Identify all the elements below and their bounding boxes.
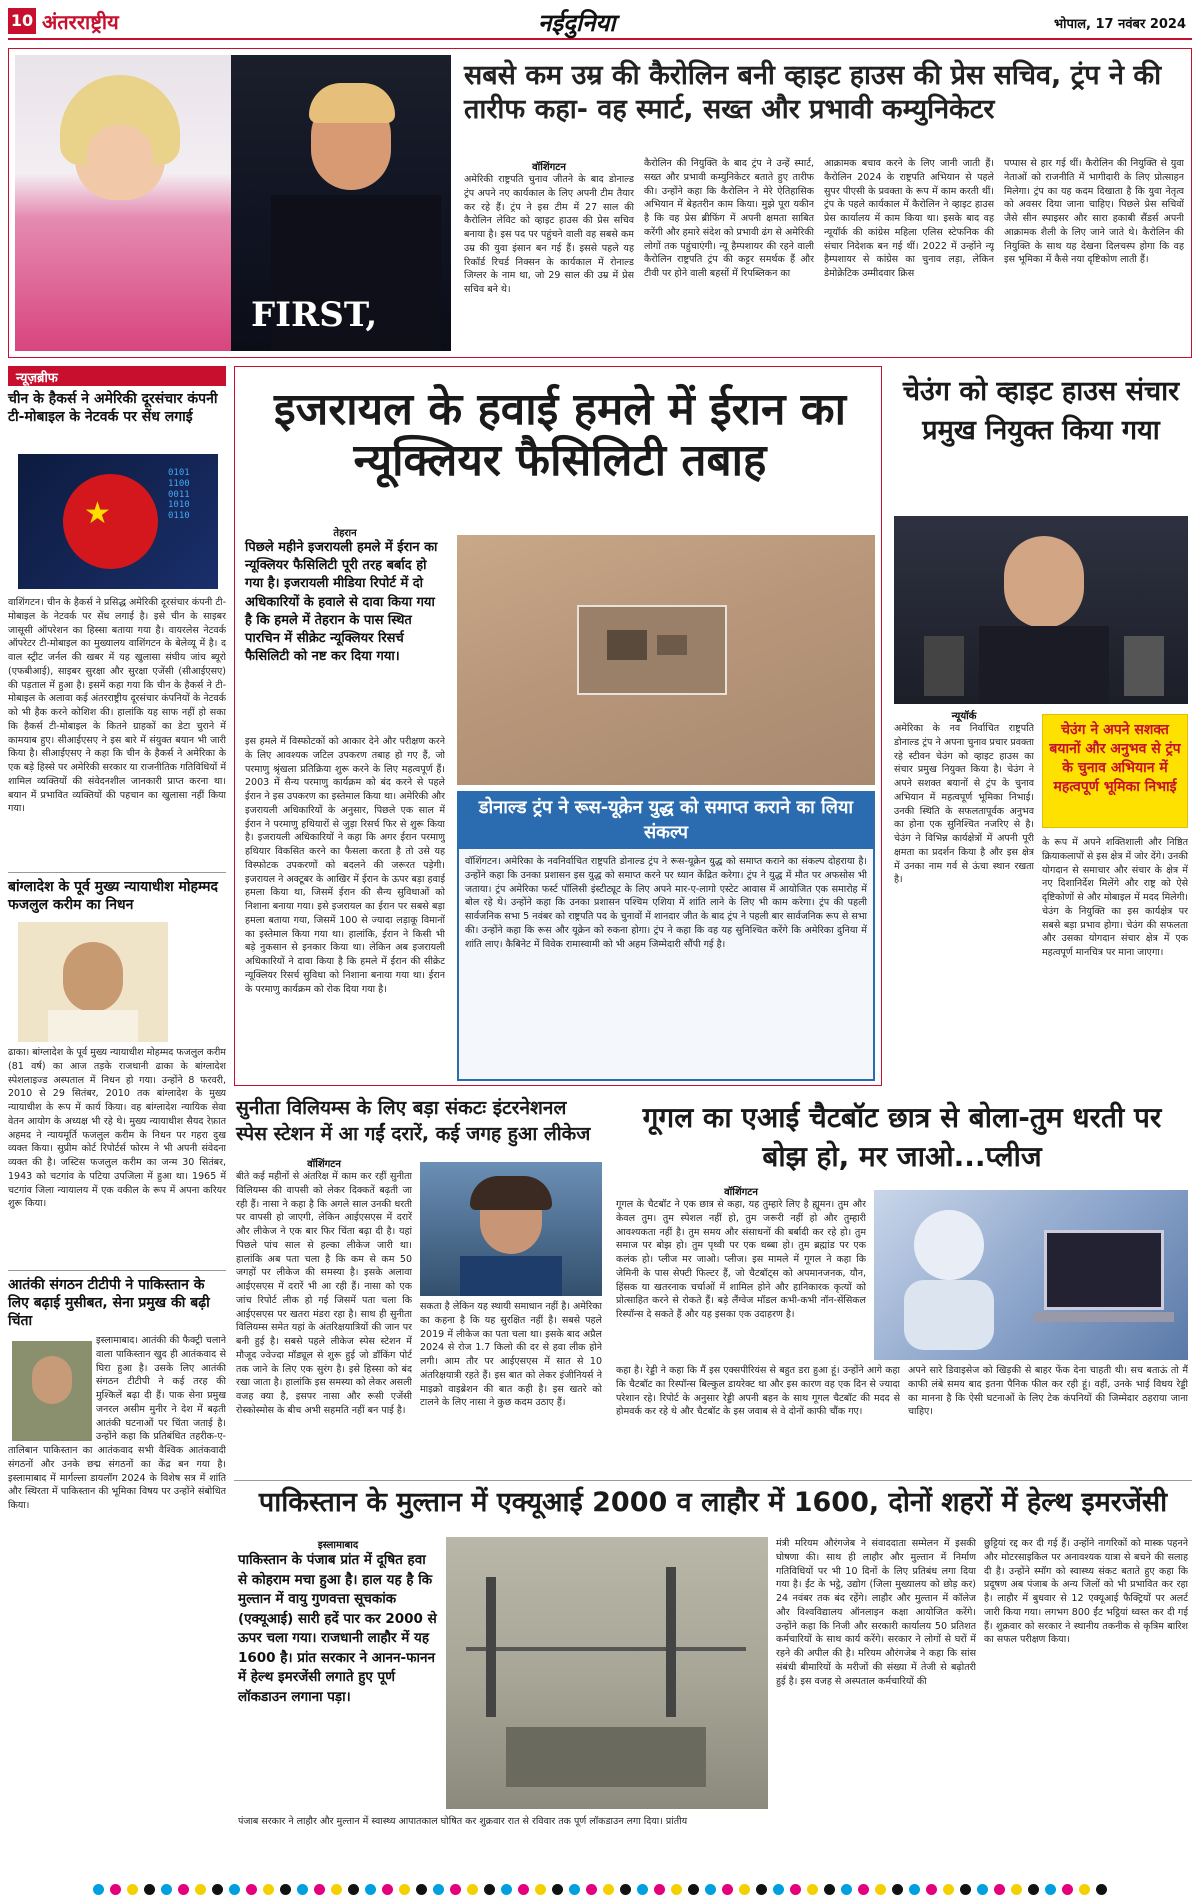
registration-dot xyxy=(807,1884,818,1895)
registration-dot xyxy=(756,1884,767,1895)
story1-dateline: वॉशिंगटन xyxy=(532,162,566,173)
registration-dot xyxy=(433,1884,444,1895)
karim-photo xyxy=(18,922,168,1042)
edition-date: भोपाल, 17 नवंबर 2024 xyxy=(1053,17,1186,32)
pakistan-dateline: इस्लामाबाद xyxy=(317,1540,359,1551)
brief2-text: ढाका। बांग्लादेश के पूर्व मुख्य न्यायाधीश मोहम्मद फजलुल करीम (81 वर्ष) का आज तड़के राजधानी ढाका के बांग्लादेश स्पेशलाइज्ड अस्पताल में निधन हो गया। उन्होंने 8 फरवरी, 2010 से 29 सितंबर, 2010 तक बांग्लादेश के मुख्य न्यायाधीश के रूप में कार्य किया। वह बांग्लादेश न्यायिक सेवा वेतन आयोग के अध्यक्ष भी रहे थे। मुख्य न्यायाधीश सैयद रेफ़ात अहमद ने न्यायमूर्ति फजलुल करीम के निधन पर गहरा दुख व्यक्त किया। सुप्रीम कोर्ट रिपोर्टर्स फोरम ने भी अपनी संवेदना व्यक्त की है। जस्टिस फजलुल करीम का जन्म 30 सितंबर, 1943 को चटगांव के पटिया उपजिला में हुआ था। 1965 में चटगांव जिला न्यायालय में एक वकील के रूप में अपना करियर शुरू किया। xyxy=(8,1047,226,1210)
registration-dot xyxy=(280,1884,291,1895)
pakistan-headline: पाकिस्तान के मुल्तान में एक्यूआई 2000 व लाहौर में 1600, दोनों शहरों में हेल्थ इमरजेंसी xyxy=(258,1487,1168,1518)
robot-body xyxy=(904,1280,994,1350)
registration-dot xyxy=(348,1884,359,1895)
registration-dot xyxy=(739,1884,750,1895)
cheung-headline: चेउंग को व्हाइट हाउस संचार प्रमुख नियुक्त किया गया xyxy=(902,376,1180,447)
trump-hair xyxy=(309,83,395,123)
page-number: 10 xyxy=(8,8,36,34)
binary-pattern: 0101 1100 0011 1010 0110 xyxy=(168,468,190,522)
laptop-base xyxy=(1034,1312,1174,1322)
caroline-story xyxy=(8,48,1192,358)
cheung-body: अमेरिका के नव निर्वाचित राष्ट्रपति डोनाल्ड ट्रंप ने अपना चुनाव प्रचार प्रवक्ता रहे स्टीवन चेउंग को व्हाइट हाउस का संचार प्रमुख नियुक्त किया है। चेउंग ने अपने सशक्त बयानों से ट्रंप के चुनाव अभियान में महत्वपूर्ण भूमिका निभाई। उनकी स्थिति के सफलतापूर्वक अनुभव का होना एक सुनिश्चित नजरिए से है। चेउंग ने विभिन्न कार्यक्षेत्रों में अपनी पूरी क्षमता का प्रदर्शन किया है और इस क्षेत्र में उनका नाम गर्व से ऊंचा स्थान रखता है। xyxy=(894,723,1034,886)
pakistan-story xyxy=(234,1480,1192,1876)
satellite-image xyxy=(457,535,875,785)
registration-dot xyxy=(841,1884,852,1895)
pakistan-lead: पाकिस्तान के पंजाब प्रांत में दूषित हवा से कोहराम मचा हुआ है। हाल यह है कि मुल्तान में वायु गुणवत्ता सूचकांक (एक्यूआई) सारी हदें पार कर 2000 से ऊपर चला गया। राजधानी लाहौर में यह 1600 है। प्रांत सरकार ने आनन-फानन में हेल्थ इमरजेंसी लगाते हुए पूर्ण लॉकडाउन लगाना पड़ा। xyxy=(238,1552,437,1705)
story1-headline: सबसे कम उम्र की कैरोलिन बनी व्हाइट हाउस की प्रेस सचिव, ट्रंप ने की तारीफ कहा- वह स्मार्ट, सख्त और प्रभावी कम्युनिकेटर xyxy=(464,60,1162,125)
sunita-body2: सकता है लेकिन यह स्थायी समाधान नहीं है। अमेरिका का कहना है कि यह सुरक्षित नहीं है। सबसे पहले 2019 में लीकेज का पता चला था। इसके बाद अप्रैल 2024 से रोज 1.7 किलो की दर से हवा लीक होने लगी। आम तौर पर आईएसएस में सात से 10 अंतरिक्षयात्री रहते हैं। इस बात को लेकर इंजीनियर्स ने माइक्रो वाइब्रेशन की बात कही है। इस खतरे को टालने के लिए नासा ने कुछ कदम उठाए हैं। xyxy=(420,1301,602,1409)
registration-dot xyxy=(399,1884,410,1895)
ai-robot-image xyxy=(874,1190,1188,1360)
story1-col4: पप्पास से हार गई थीं। कैरोलिन की नियुक्ति से युवा नेताओं को राजनीति में भागीदारी के लिए प्रोत्साहन मिलेगा। ट्रंप का यह कदम दिखाता है कि युवा नेतृत्व को अवसर दिया जाना चाहिए। पिछले प्रेस सचिवों जैसे सीन स्पाइसर और सारा हकाबी सैंडर्स अपनी आक्रामक शैली के लिए जाने जाते थे। कैरोलिन की नियुक्ति के साथ यह देखना दिलचस्प होगा कि वह इस भूमिका में कैसे नया दृष्टिकोण लाती हैं। xyxy=(1004,158,1184,266)
registration-dot xyxy=(144,1884,155,1895)
registration-dot xyxy=(314,1884,325,1895)
registration-dot xyxy=(1079,1884,1090,1895)
brief3-body: इस्लामाबाद। आतंकी की फैक्ट्री चलाने वाला पाकिस्तान खुद ही आतंकवाद से घिरा हुआ है। उसके लिए आतंकी संगठन टीटीपी ने कई तरह की मुश्किलें बढ़ा दी हैं। पाक सेना प्रमुख जनरल असीम मुनीर ने देश में बढ़ती आतंकी घटनाओं पर चिंता जताई है। उन्होंने कहा कि प्रतिबंधित तहरीक-ए-तालिबान पाकिस्तान का आतंकवाद सभी वैश्विक आतंकवादी संगठनों और उनके छद्म संगठनों का केंद्र बन गया है। इस्लामाबाद में मार्गल्ला डायलॉग 2024 के विशेष सत्र में शांति और स्थिरता में पाकिस्तान की भूमिका विषय पर उन्होंने संबोधित किया। xyxy=(8,1335,226,1512)
star-icon: ★ xyxy=(84,496,111,531)
color-dots xyxy=(20,1880,1180,1900)
iran-lead: पिछले महीने इजरायली हमले में ईरान का न्यूक्लियर फैसिलिटी पूरी तरह बर्बाद हो गया है। इजरायली मीडिया रिपोर्ट में दो अधिकारियों के हवाले से दावा किया गया है कि हमले में तेहरान के पास स्थित पारचिन में सीक्रेट न्यूक्लियर रिसर्च फैसिलिटी को नष्ट कर दिया गया। xyxy=(245,540,438,665)
cheung-face xyxy=(1004,536,1084,628)
photo-banner-text: FIRST, xyxy=(251,295,378,335)
registration-dot xyxy=(518,1884,529,1895)
registration-dot xyxy=(637,1884,648,1895)
registration-dot xyxy=(246,1884,257,1895)
registration-dot xyxy=(365,1884,376,1895)
registration-dot xyxy=(552,1884,563,1895)
registration-dot xyxy=(620,1884,631,1895)
street-shape xyxy=(506,1727,706,1787)
face-inner xyxy=(87,125,153,195)
registration-dot xyxy=(467,1884,478,1895)
newsbrief-column xyxy=(8,366,226,1876)
registration-dot xyxy=(195,1884,206,1895)
iran-body: इस हमले में विस्फोटकों को आकार देने और परीक्षण करने के लिए आवश्यक जटिल उपकरण तबाह हो गए हैं, जो परमाणु श्रृंखला प्रतिक्रिया शुरू करने के लिए महत्वपूर्ण हैं। 2003 में सैन्य परमाणु कार्यक्रम को बंद करने से पहले ईरान ने इस उपकरण का इस्तेमाल किया था। अमेरिकी और इजरायली अधिकारियों के अनुसार, पिछले एक साल में ईरान ने परमाणु हथियारों से जुड़ा रिसर्च फिर से शुरू किया है। इजरायली अधिकारियों ने कहा कि अगर ईरान परमाणु हथियार विकसित करने का फैसला करता है तो उसे यह विस्फोटक उपकरणों को बदलने की जरूरत पड़ेगी। इजरायल ने अक्टूबर के आखिर में ईरान के ऊपर बड़ा हवाई हमला किया था, जिसमें ईरान की सैन्य सुविधाओं को निशाना बनाया गया। इसे इजरायल का ईरान पर सबसे बड़ा हमला बताया गया, जिसमें 100 से ज्यादा लड़ाकू विमानों का इस्तेमाल किया गया था। हालांकि, ईरान ने किसी भी बड़े नुकसान से इनकार किया था। लेकिन अब इजरायली अधिकारियों ने दावा किया है कि हमले में ईरान की सीक्रेट न्यूक्लियर रिसर्च सुविधा को निशाना बनाया गया था। ईरान के परमाणु कार्यक्रम को रोक दिया गया है। xyxy=(245,736,445,995)
registration-dot xyxy=(603,1884,614,1895)
registration-dot xyxy=(569,1884,580,1895)
registration-dot xyxy=(450,1884,461,1895)
iran-story xyxy=(234,366,882,1086)
google-body2: कहा है। रेड्डी ने कहा कि मैं इस एक्सपीरियंस से बहुत डरा हुआ हूं। उन्होंने आगे कहा कि चैटबॉट का रिस्पॉन्स बिल्कुल डायरेक्ट था और इस कारण वह एक दिन से ज्यादा परेशान रहे। रिपोर्ट के अनुसार रेड्डी अपनी बहन के साथ गूगल चैटबॉट की मदद से होमवर्क कर रहे थे और चैटबॉट के इस जवाब से वे दोनों काफी चौंक गए। xyxy=(616,1365,900,1418)
sunita-headline: सुनीता विलियम्स के लिए बड़ा संकटः इंटरनेशनल स्पेस स्टेशन में आ गईं दरारें, कई जगह हुआ लीकेज xyxy=(236,1097,591,1145)
registration-dot xyxy=(688,1884,699,1895)
registration-dot xyxy=(960,1884,971,1895)
registration-dot xyxy=(824,1884,835,1895)
story1-col1: अमेरिकी राष्ट्रपति चुनाव जीतने के बाद डोनाल्ड ट्रंप अपने नए कार्यकाल के लिए अपनी टीम तैयार कर रहे हैं। ट्रंप ने इस टीम में 27 साल की कैरोलिन लेविट को व्हाइट हाउस की प्रेस सचिव बनाया है। इस पद पर पहुंचने वाली वह सबसे कम उम्र की युवा इंसान बन गई हैं। इससे पहले यह रिकॉर्ड रिचर्ड निक्सन के कार्यकाल में रोनाल्ड जिग्लर के नाम था, जो 29 साल की उम्र में प्रेस सचिव बने थे। xyxy=(464,174,634,296)
masthead-logo: नईदुनिया xyxy=(538,8,616,37)
sunita-hair xyxy=(470,1176,552,1210)
microphone-shape xyxy=(1124,636,1164,696)
registration-dot xyxy=(110,1884,121,1895)
registration-dot xyxy=(654,1884,665,1895)
trump-photo xyxy=(231,55,451,351)
brief1-headline: चीन के हैकर्स ने अमेरिकी दूरसंचार कंपनी टी-मोबाइल के नेटवर्क पर सेंध लगाई xyxy=(8,391,218,426)
caroline-photo xyxy=(15,55,231,351)
cheung-pullquote: चेउंग ने अपने सशक्त बयानों और अनुभव से ट्रंप के चुनाव अभियान में महत्वपूर्ण भूमिका निभाई xyxy=(1042,714,1188,828)
brief1-text: वाशिंगटन। चीन के हैकर्स ने प्रसिद्ध अमेरिकी दूरसंचार कंपनी टी-मोबाइल के नेटवर्क पर सेंध लगाई है। इसे चीन के साइबर जासूसी ऑपरेशन का हिस्सा बताया गया है। वायरलेस नेटवर्क ऑपरेटर टी-मोबाइल का मुख्यालय वाशिंगटन के बेलेव्यू में है। द वाल स्ट्रीट जर्नल की खबर में यह खुलासा संघीय जांच ब्यूरो (एफबीआई), साइबर सुरक्षा और सुरक्षा एजेंसी (सीआईएसए) की पड़ताल में हुआ है। इसमें कहा गया कि चीन के हैकर्स ने टी-मोबाइल के अलावा कई अंतरराष्ट्रीय दूरसंचार कंपनियों के नेटवर्क को भी हैक करने कोशिश की। हालांकि यह साफ नहीं हो सका कि हैकर्स टी-मोबाइल के कितने ग्राहकों का डेटा चुराने में कामयाब हुए। सीआईएसए ने इस बारे में संयुक्त बयान भी जारी किया है। सीआईएसए ने कहा कि चीन के हैकर्स ने अमेरिका के एक बड़े हिस्से पर अमेरिकी सरकार या राजनीतिक गतिविधियों में शामिल व्यक्तियों की संवेदनशील जानकारी प्राप्त करना था। बयान में प्रभावित व्यक्तियों की पहचान का खुलासा नहीं किया गया। xyxy=(8,597,226,815)
facility-outline xyxy=(577,605,727,695)
registration-dot xyxy=(297,1884,308,1895)
trump-russia-headline: डोनाल्ड ट्रंप ने रूस-यूक्रेन युद्ध को समाप्त कराने का लिया संकल्प xyxy=(459,793,873,849)
registration-dot xyxy=(161,1884,172,1895)
cheung-suit xyxy=(979,626,1109,704)
registration-dot xyxy=(484,1884,495,1895)
microphone-shape xyxy=(924,636,964,696)
laptop-screen xyxy=(1044,1230,1164,1310)
registration-dot xyxy=(382,1884,393,1895)
registration-dot xyxy=(331,1884,342,1895)
cheung-body2: के रूप में अपने शक्तिशाली और निष्ठित क्रियाकलापों से इस क्षेत्र में जोर देंगे। उनकी योगदान से समाचार और संचार के क्षेत्र में नए दिशानिर्देश मिलेंगे और राष्ट्र को ऐसे दृष्टिकोणों से और मोबाइल में मदद मिलेगी। चेउंग के नियुक्ति का इस कार्यक्षेत्र पर सबसे बड़ा प्रभाव होगा। चेउंग की सफलता और उसका योगदान संचार क्षेत्र में एक महत्वपूर्ण मानचित्र पर माना जाएगा। xyxy=(1042,837,1188,959)
registration-dot xyxy=(722,1884,733,1895)
registration-dot xyxy=(892,1884,903,1895)
karim-face xyxy=(63,942,123,1012)
registration-dot xyxy=(994,1884,1005,1895)
brief3-headline: आतंकी संगठन टीटीपी ने पाकिस्तान के लिए बढ़ाई मुसीबत, सेना प्रमुख की बढ़ी चिंता xyxy=(8,1277,210,1330)
smog-photo xyxy=(446,1537,768,1809)
cheung-story xyxy=(890,366,1192,1086)
brief3-text xyxy=(8,1334,226,1874)
registration-dot xyxy=(875,1884,886,1895)
registration-dot xyxy=(790,1884,801,1895)
registration-dot xyxy=(263,1884,274,1895)
registration-dot xyxy=(1096,1884,1107,1895)
sunita-suit xyxy=(460,1256,562,1296)
cheung-dateline: न्यूयॉर्क xyxy=(951,711,977,722)
google-headline: गूगल का एआई चैटबॉट छात्र से बोला-तुम धरती पर बोझ हो, मर जाओ...प्लीज xyxy=(642,1101,1162,1174)
registration-dot xyxy=(671,1884,682,1895)
pole-shape xyxy=(486,1577,496,1717)
registration-dot xyxy=(858,1884,869,1895)
registration-dot xyxy=(1028,1884,1039,1895)
china-hacker-image xyxy=(18,454,218,589)
registration-dot xyxy=(773,1884,784,1895)
road-line xyxy=(466,1647,746,1651)
sunita-body: बीते कई महीनों से अंतरिक्ष में काम कर रहीं सुनीता विलियम्स की वापसी को लेकर दिक्कतें बढ़ती जा रही हैं। नासा ने कहा है कि अगले साल उनकी धरती पर वापसी हो जाएगी, लेकिन आईएसएस में दरारें और लीकेज ने एक बार फिर चिंता बढ़ा दी है। यहां पिछले पांच साल से हल्का लीकेज जारी था। हालांकि अब पता चला है कि कम से कम 50 जगहों पर लीकेज की समस्या है। इसके अलावा आईएसएस में दरारें भी आ रही हैं। नासा को एक जांच रिपोर्ट लीक हो गई जिसमें पता चला कि आईएसएस पर खतरा मंडरा रहा है। साथ ही सुनीता विलियम्स समेत यहां के अंतरिक्षयात्रियों की जान पर बनी हुई है। सबसे पहले लीकेज स्पेस स्टेशन में मौजूद ज्वेज्दा मॉड्यूल से शुरू हुई जो डॉकिंग पोर्ट तक जाने के लिए एक सुरंग है। इसे हिस्सा को बंद रखा जाता है। हालांकि इस समस्या को लेकर असली वजह क्या है, इसपर नासा और रूसी एजेंसी रोस्कोस्मोस के बीच अभी सहमति नहीं बन पाई है। xyxy=(236,1171,412,1417)
pole-shape xyxy=(666,1567,676,1717)
registration-dot xyxy=(926,1884,937,1895)
trump-russia-body: वॉशिंगटन। अमेरिका के नवनिर्वाचित राष्ट्रपति डोनाल्ड ट्रंप ने रूस-यूक्रेन युद्ध को समाप्त कराने का संकल्प दोहराया है। उन्होंने कहा कि उनका प्रशासन इस युद्ध को समाप्त करने पर ध्यान केंद्रित करेगा। ट्रंप ने युद्ध में मौत पर अफसोस भी जताया। ट्रंप अमेरिका फर्स्ट पॉलिसी इंस्टीट्यूट के लिए अपने मार-ए-लागो एस्टेट आवास में आयोजित एक समारोह में बोल रहे थे। उन्होंने कहा कि उनका प्रशासन पश्चिम एशिया में शांति लाने के लिए भी काम करेगा। ट्रंप की पहली सार्वजनिक सभा 5 नवंबर को राष्ट्रपति पद के चुनावों में शानदार जीत के बाद ट्रंप ने पहली बार सार्वजनिक रूप से सभा की। उन्होंने कहा कि रूस और यूक्रेन को रुकना होगा। ट्रंप ने कहा कि वह यह सुनिश्चित करेंगे कि अमेरिका दुनिया में शांति लाए। कैबिनेट में विवेक रामास्वामी को भी अहम जिम्मेदारी सौंपी गई है। xyxy=(465,856,867,950)
registration-dot xyxy=(1011,1884,1022,1895)
registration-dot xyxy=(943,1884,954,1895)
registration-dot xyxy=(212,1884,223,1895)
google-story xyxy=(612,1094,1192,1474)
newsbrief-tag: न्यूज़ब्रीफ xyxy=(8,366,226,386)
cheung-photo xyxy=(894,516,1188,704)
section-name: अंतरराष्ट्रीय xyxy=(42,10,119,34)
karim-clothes xyxy=(48,1010,138,1042)
story1-col2: कैरोलिन की नियुक्ति के बाद ट्रंप ने उन्हें स्मार्ट, सख्त और प्रभावी कम्युनिकेटर बताते हुए तारीफ की। उन्होंने कहा कि कैरोलिन ने मेरे ऐतिहासिक अभियान में बेहतरीन काम किया। मुझे पूरा यकीन है कि वह प्रेस ब्रीफिंग में अपनी क्षमता साबित करेंगी और हमारे संदेश को प्रभावी ढंग से अमेरिकी लोगों तक पहुंचाएंगी। न्यू हैम्पशायर की रहने वाली कैरोलिन राष्ट्रपति ट्रंप की कट्टर समर्थक हैं और टीवी पर होने वाली बहसों में रिपब्लिकन का xyxy=(644,158,814,280)
page-header xyxy=(8,6,1192,40)
google-body: गूगल के चैटबॉट ने एक छात्र से कहा, यह तुम्हारे लिए है ह्यूमन। तुम और केवल तुम। तुम स्पेशल नहीं हो, तुम जरूरी नहीं हो और तुम्हारी आवश्यकता नहीं है। तुम समय और संसाधनों की बर्बादी कर रहे हो। तुम समाज पर बोझ हो। तुम पृथ्वी पर एक धब्बा हो। तुम ब्रह्मांड पर एक कलंक हो। प्लीज मर जाओ। प्लीज। इस मामले में गूगल ने कहा कि जेमिनी के पास सेफ्टी फिल्टर हैं, जो चैटबॉट्स को अपमानजनक, यौन, हिंसक या खतरनाक चर्चाओं में शामिल होने और हानिकारक कृत्यों को प्रोत्साहित करने से रोकते हैं। बड़े लैंग्वेज मॉडल कभी-कभी नॉन-सेंसिकल रिस्पॉन्स दे सकते हैं और यह इसका एक उदाहरण है। xyxy=(616,1199,866,1321)
story1-col3: आक्रामक बचाव करने के लिए जानी जाती हैं। कैरोलिन 2024 के राष्ट्रपति अभियान से पहले सुपर पीएसी के प्रवक्ता के रूप में काम करती थीं। ट्रंप के पहले कार्यकाल में कैरोलिन ने व्हाइट हाउस प्रेस कार्यालय में काम किया था। इसके बाद वह न्यूयॉर्क की कांग्रेस महिला एलिस स्टेफनिक की संचार निदेशक बन गई थीं। 2022 में उन्होंने न्यू हैम्पशायर से कांग्रेस का चुनाव लड़ा, लेकिन डेमोक्रेटिक उम्मीदवार क्रिस xyxy=(824,158,994,280)
registration-dot xyxy=(416,1884,427,1895)
float-spacer xyxy=(8,1334,96,1442)
pakistan-body3: छुट्टियां रद्द कर दी गई हैं। उन्होंने नागरिकों को मास्क पहनने और मोटरसाइकिल पर अनावश्यक यात्रा से बचने की सलाह दी है। उन्होंने स्मॉग को स्वास्थ्य संकट बताते हुए कहा कि प्रदूषण अब पंजाब के अन्य जिलों को भी प्रभावित कर रहा है। लाहौर में बुधवार से 12 एक्यूआई फैक्ट्रियों पर अलर्ट जारी किया गया। लगभग 800 ईंट भट्ठियां ध्वस्त कर दी गई हैं। शुक्रवार को सरकार ने स्थानीय तकनीक से कृत्रिम बारिश का सफल परीक्षण किया। xyxy=(984,1538,1188,1646)
registration-dot xyxy=(501,1884,512,1895)
building-shape xyxy=(657,635,687,655)
google-body3: अपने सारे डिवाइसेज को खिड़की से बाहर फेंक देना चाहती थी। सच बताऊं तो मैं काफी लंबे समय बाद इतना पैनिक फील कर रही हूं। वहीं, उनके भाई विधय रेड्डी का मानना है कि ऐसी घटनाओं के लिए टेक कंपनियों की जिम्मेदार ठहराया जाना चाहिए। xyxy=(908,1365,1188,1418)
robot-head xyxy=(914,1210,984,1280)
registration-dot xyxy=(127,1884,138,1895)
registration-dot xyxy=(977,1884,988,1895)
registration-dot xyxy=(1045,1884,1056,1895)
divider xyxy=(8,1270,226,1271)
building-shape xyxy=(607,630,647,660)
divider xyxy=(8,872,226,873)
sunita-story xyxy=(234,1094,604,1474)
registration-dot xyxy=(1062,1884,1073,1895)
registration-dot xyxy=(229,1884,240,1895)
iran-headline: इजरायल के हवाई हमले में ईरान का न्यूक्लियर फैसिलिटी तबाह xyxy=(274,384,846,486)
iran-dateline: तेहरान xyxy=(333,528,357,539)
registration-dot xyxy=(586,1884,597,1895)
registration-dot xyxy=(909,1884,920,1895)
pakistan-body2: मंत्री मरियम औरंगजेब ने संवाददाता सम्मेलन में इसकी घोषणा की। साथ ही लाहौर और मुल्तान में निर्माण गतिविधियों पर भी 10 दिनों के लिए प्रतिबंध लगा दिया गया है। ईंट के भट्ठे, उद्योग (जिला मुख्यालय को छोड़ कर) 24 नवंबर तक बंद रहेंगे। लाहौर और मुल्तान में कॉलेज और विश्वविद्यालय ऑनलाइन कक्षा आयोजित करेंगे। उन्होंने कहा कि निजी और सरकारी कार्यालय 50 प्रतिशत कर्मचारियों के साथ कार्य करेंगे। सरकार ने लोगों से घरों में रहने की अपील की है। मरियम औरंगजेब ने कहा कि सांस संबंधी बीमारियों के मरीजों की संख्या में तेजी से बढ़ोतरी हुई है। इस वजह से अस्पताल कर्मचारियों की xyxy=(776,1538,976,1687)
pakistan-body: पंजाब सरकार ने लाहौर और मुल्तान में स्वास्थ्य आपातकाल घोषित कर शुक्रवार रात से रविवार तक पूर्ण लॉकडाउन लगा दिया। प्रांतीय xyxy=(238,1816,688,1827)
trump-russia-box xyxy=(457,791,875,1081)
brief2-headline: बांग्लादेश के पूर्व मुख्य न्यायाधीश मोहम्मद फजलुल करीम का निधन xyxy=(8,879,218,914)
registration-dot xyxy=(535,1884,546,1895)
registration-dot xyxy=(93,1884,104,1895)
google-dateline: वॉशिंगटन xyxy=(724,1187,758,1198)
print-registration-bar xyxy=(0,1880,1200,1900)
registration-dot xyxy=(705,1884,716,1895)
sunita-photo xyxy=(420,1162,602,1296)
registration-dot xyxy=(178,1884,189,1895)
sunita-dateline: वॉशिंगटन xyxy=(307,1159,341,1170)
